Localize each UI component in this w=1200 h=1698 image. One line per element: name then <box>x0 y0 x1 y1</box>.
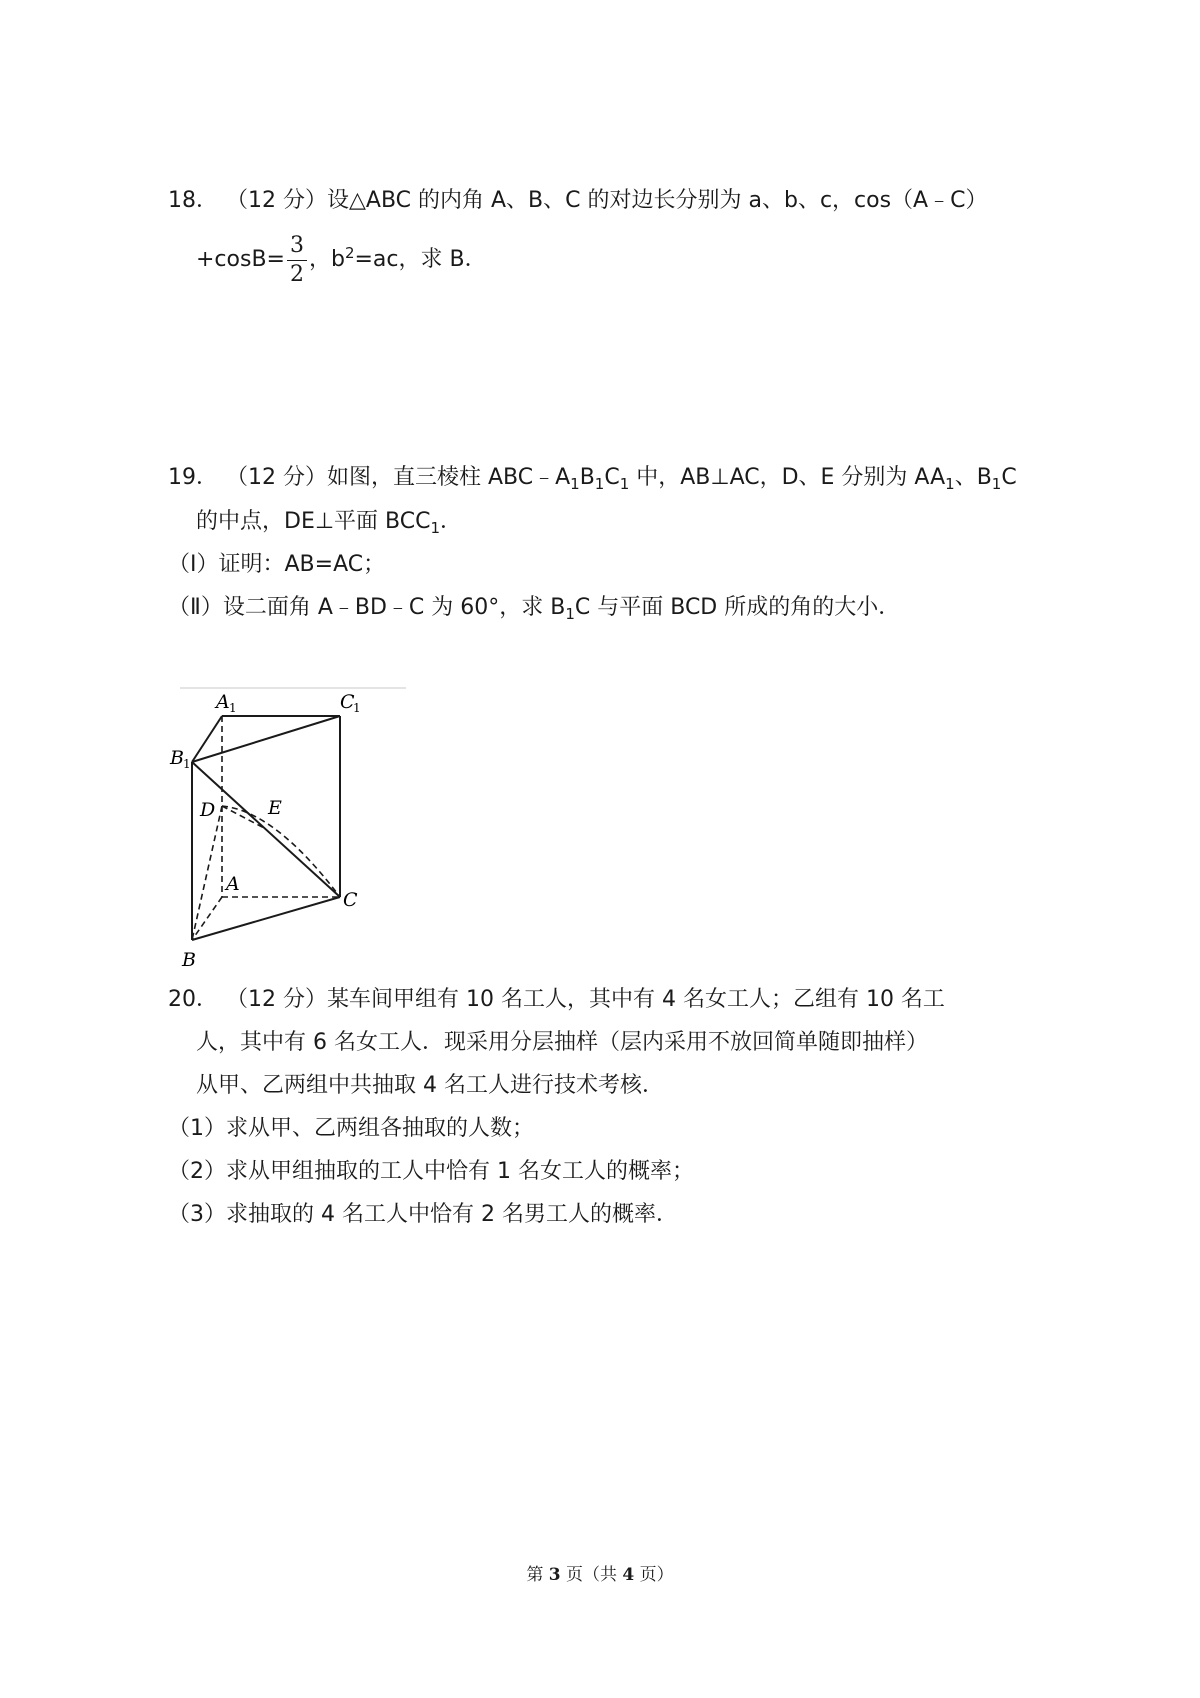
q19-line-1 <box>168 463 1017 493</box>
q19-text-1b: B <box>579 465 595 490</box>
q19-text-1e: 、B <box>954 465 992 490</box>
q19-part-2-text-b: C 与平面 BCD 所成的角的大小． <box>574 595 901 620</box>
label-C1: C <box>340 691 355 713</box>
q19-sub: 1 <box>991 475 1002 493</box>
q20-text-3: 从甲、乙两组中共抽取 4 名工人进行技术考核． <box>196 1073 664 1098</box>
q20-text-2: 人，其中有 6 名女工人．现采用分层抽样（层内采用不放回简单随即抽样） <box>196 1030 928 1055</box>
footer-page-number: 3 <box>548 1565 561 1585</box>
q18-line-2 <box>196 232 487 288</box>
q20-part-3-text: （3）求抽取的 4 名工人中恰有 2 名男工人的概率． <box>168 1202 678 1227</box>
label-B1: B <box>170 747 184 769</box>
q19-part-1 <box>168 550 385 580</box>
label-A1-sub: 1 <box>229 701 237 715</box>
label-E: E <box>268 797 282 819</box>
q20-part-2 <box>168 1157 694 1187</box>
q20-text-1: （12 分）某车间甲组有 10 名工人，其中有 4 名女工人；乙组有 10 名工 <box>226 987 945 1012</box>
q18-number: 18． <box>168 188 218 213</box>
edge-BD <box>192 806 222 940</box>
q18-superscript: 2 <box>344 244 355 262</box>
q19-sub: 1 <box>565 605 575 623</box>
q19-text-2b: ． <box>439 509 462 534</box>
q20-part-1 <box>168 1114 534 1144</box>
q20-line-2 <box>196 1028 928 1058</box>
prism-figure <box>170 686 406 972</box>
label-B: B <box>182 949 196 971</box>
q19-sub: 1 <box>619 475 630 493</box>
fraction-three-halves <box>287 233 307 288</box>
q19-number: 19． <box>168 465 218 490</box>
fraction-denominator: 2 <box>289 261 304 287</box>
q19-sub: 1 <box>570 475 580 493</box>
page-footer <box>0 1560 1200 1585</box>
q19-sub: 1 <box>945 475 955 493</box>
q19-part-1-text: （Ⅰ）证明：AB=AC； <box>168 552 386 577</box>
label-A: A <box>226 873 240 895</box>
q20-line-1 <box>168 985 945 1015</box>
q18-text-1: （12 分）设△ABC 的内角 A、B、C 的对边长分别为 a、b、c，cos（A﹣C） <box>226 188 988 213</box>
q19-sub: 1 <box>430 519 440 537</box>
q18-line-1 <box>168 186 987 216</box>
q19-text-1f: C <box>1001 465 1017 490</box>
q18-text-2b: ，b <box>308 247 345 272</box>
q20-part-1-text: （1）求从甲、乙两组各抽取的人数； <box>168 1116 534 1141</box>
edge-BC <box>192 897 340 940</box>
q19-part-2 <box>168 593 900 623</box>
q20-line-3 <box>196 1071 664 1101</box>
edge-B1C <box>192 762 340 897</box>
q19-sub: 1 <box>594 475 605 493</box>
q19-text-2a: 的中点，DE⊥平面 BCC <box>196 509 431 534</box>
q19-text-1c: C <box>604 465 620 490</box>
label-C: C <box>343 889 358 911</box>
label-D: D <box>200 799 216 821</box>
label-C1-sub: 1 <box>353 701 361 715</box>
footer-total-pages: 4 <box>622 1565 635 1585</box>
q19-text-1d: 中，AB⊥AC，D、E 分别为 AA <box>629 465 946 490</box>
fraction-bar <box>287 260 307 261</box>
edge-B1C1 <box>192 716 340 762</box>
q18-text-2c: =ac，求 B． <box>354 247 487 272</box>
fraction-numerator: 3 <box>289 232 304 258</box>
label-A1: A <box>216 691 230 713</box>
footer-text-c: 页） <box>634 1565 674 1585</box>
q19-text-1a: （12 分）如图，直三棱柱 ABC﹣A <box>226 465 571 490</box>
q19-line-2 <box>196 507 462 537</box>
prism-diagram <box>170 686 406 972</box>
q20-part-3 <box>168 1200 678 1230</box>
q20-number: 20． <box>168 987 218 1012</box>
label-B1-sub: 1 <box>183 757 191 771</box>
q20-part-2-text: （2）求从甲组抽取的工人中恰有 1 名女工人的概率； <box>168 1159 694 1184</box>
q18-text-2a: +cosB= <box>196 247 285 272</box>
q19-part-2-text-a: （Ⅱ）设二面角 A﹣BD﹣C 为 60°，求 B <box>168 595 566 620</box>
footer-text-a: 第 <box>526 1565 549 1585</box>
footer-text-b: 页（共 <box>560 1565 623 1585</box>
